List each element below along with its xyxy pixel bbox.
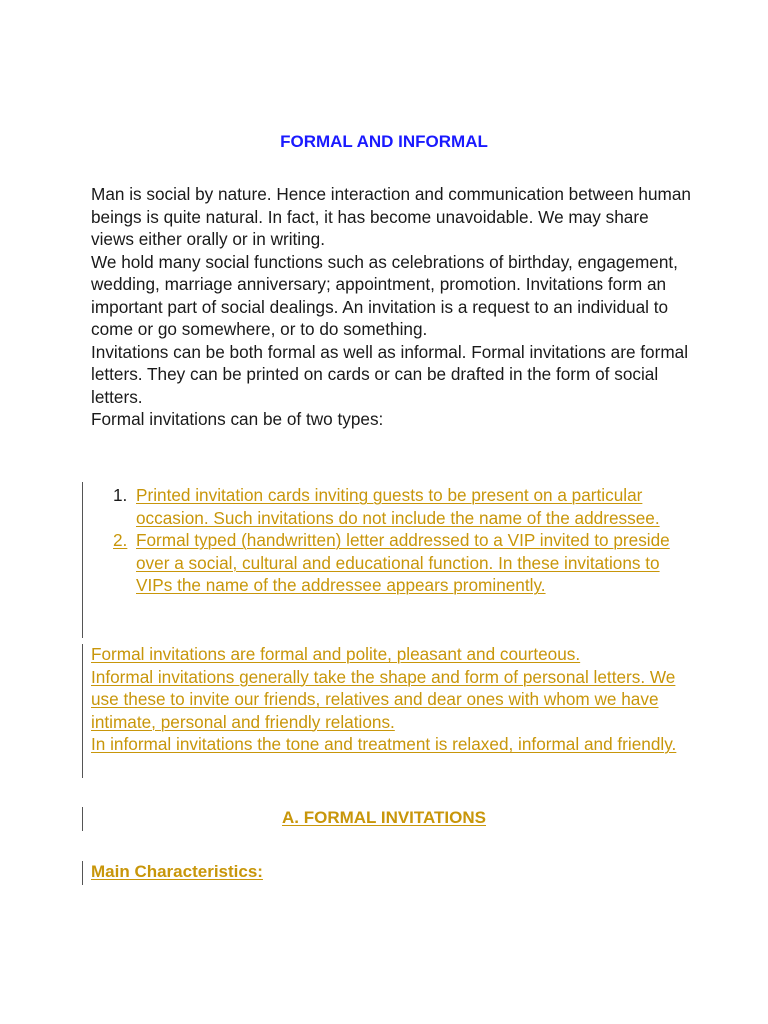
list-item	[113, 529, 696, 597]
subsection-title-link[interactable]: Main Characteristics:	[91, 862, 263, 881]
revision-bar	[82, 644, 83, 778]
revision-bar	[82, 861, 83, 885]
list-item	[113, 484, 696, 529]
page-title: FORMAL AND INFORMAL	[280, 132, 488, 151]
intro-paragraph-1: Man is social by nature. Hence interaction and communication between human beings is quite natural. In fact, it has become unavoidable. We may share views either orally or in writing.	[91, 184, 691, 249]
informal-paragraph-1	[91, 643, 691, 666]
informal-paragraph-2	[91, 666, 691, 734]
subsection-title	[91, 861, 263, 883]
list-item-number: 1.	[113, 485, 128, 505]
informal-link-1[interactable]: Formal invitations are formal and polite, pleasant and courteous.	[91, 644, 581, 664]
revision-bar	[82, 482, 83, 638]
list-item-link[interactable]: Formal typed (handwritten) letter addressed to a VIP invited to preside over a social, cultural and educational function. In these invitations to VIPs the name of the addressee appears prominently.	[136, 530, 670, 595]
intro-text	[91, 183, 691, 431]
informal-paragraph-3	[91, 733, 691, 756]
informal-text	[91, 643, 691, 756]
section-title	[0, 807, 768, 829]
invitation-types-list	[113, 484, 696, 597]
list-item-link[interactable]: Printed invitation cards inviting guests to be present on a particular occasion. Such invitations do not include the name of the addressee.	[136, 485, 660, 528]
informal-link-3[interactable]: In informal invitations the tone and treatment is relaxed, informal and friendly.	[91, 734, 677, 754]
informal-link-2[interactable]: Informal invitations generally take the shape and form of personal letters. We use these to invite our friends, relatives and dear ones with whom we have intimate, personal and friendly relations.	[91, 666, 676, 732]
intro-paragraph-3: Invitations can be both formal as well as informal. Formal invitations are formal letters. They can be printed on cards or can be drafted in the form of social letters.	[91, 341, 689, 407]
intro-paragraph-4: Formal invitations can be of two types:	[91, 409, 384, 429]
list-item-number: 2.	[113, 530, 128, 550]
section-title-link[interactable]: A. FORMAL INVITATIONS	[282, 808, 486, 827]
intro-paragraph-2: We hold many social functions such as celebrations of birthday, engagement, wedding, marriage anniversary; appointment, promotion. Invitations form an important part of social dealings. An invitation is a request to an individual to come or go somewhere, or to do something.	[91, 251, 678, 339]
